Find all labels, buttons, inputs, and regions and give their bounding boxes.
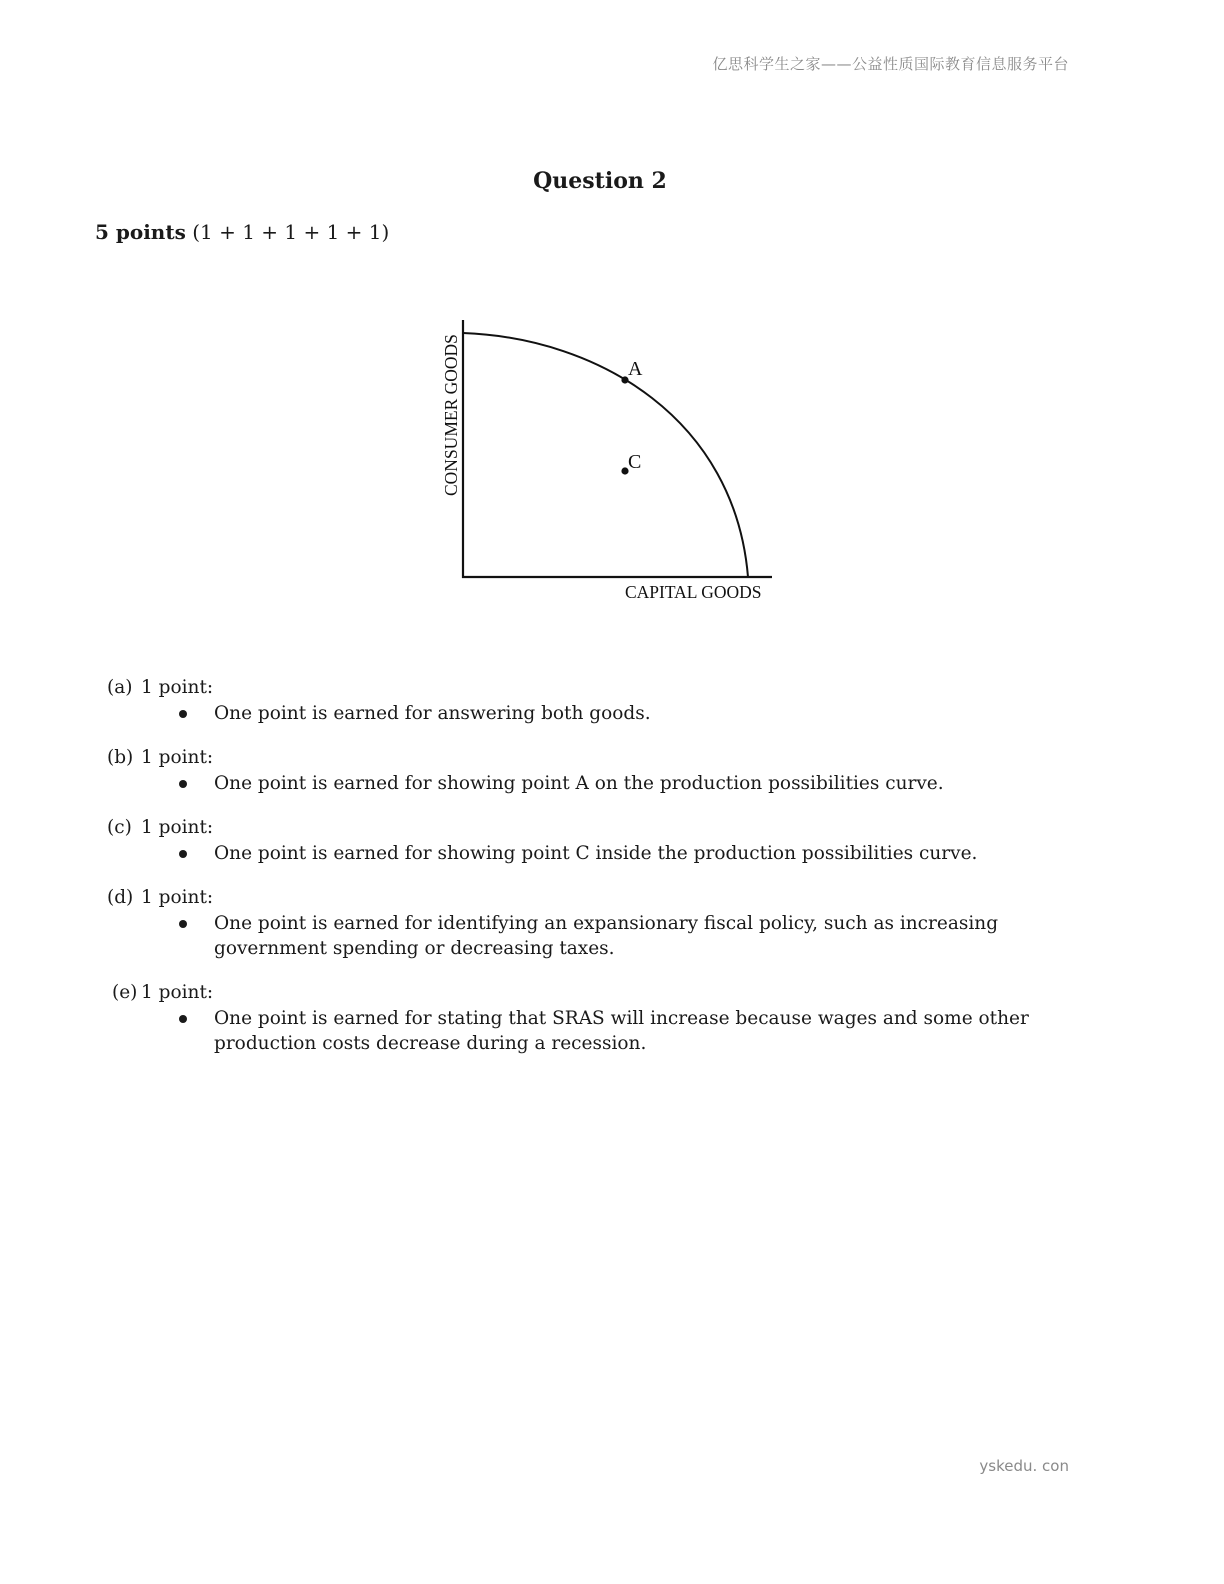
part-d-heading (107, 885, 1224, 911)
part-c-label: (c) (107, 817, 132, 838)
part-c-bullet: One point is earned for showing point C inside the production possibilities curve. (214, 841, 1044, 866)
part-a (0, 675, 1224, 726)
part-d-bullet: One point is earned for identifying an expansionary fiscal policy, such as increasing government spending or decreasing taxes. (214, 911, 1044, 961)
part-e-points: 1 point: (141, 982, 214, 1003)
y-axis-label: CONSUMER GOODS (441, 334, 461, 496)
footer-site-url: yskedu. con (979, 1457, 1069, 1475)
part-c-points: 1 point: (141, 817, 214, 838)
part-a-label: (a) (107, 677, 133, 698)
part-b-points: 1 point: (141, 747, 214, 768)
part-a-points: 1 point: (141, 677, 214, 698)
points-total: 5 points (95, 220, 186, 244)
part-b-bullet: One point is earned for showing point A on the production possibilities curve. (214, 771, 1044, 796)
header-site-name: 亿思科学生之家——公益性质国际教育信息服务平台 (712, 55, 1069, 73)
part-b-label: (b) (107, 747, 134, 768)
point-c-label: C (628, 451, 642, 473)
part-b-heading (107, 745, 1224, 771)
x-axis-label: CAPITAL GOODS (625, 582, 762, 602)
production-possibilities-curve (463, 333, 748, 577)
scoring-parts (0, 675, 1224, 1075)
point-a-label: A (628, 358, 643, 380)
part-a-bullet: One point is earned for answering both goods. (214, 701, 1044, 726)
part-e-label: (e) (112, 982, 138, 1003)
part-e (0, 980, 1224, 1056)
part-e-heading (112, 980, 1224, 1006)
part-a-heading (107, 675, 1224, 701)
question-title: Question 2 (533, 168, 667, 194)
part-b (0, 745, 1224, 796)
points-summary (95, 220, 389, 244)
ppc-diagram-svg (430, 310, 790, 610)
part-d-label: (d) (107, 887, 134, 908)
part-c-heading (107, 815, 1224, 841)
part-d (0, 885, 1224, 961)
ppc-diagram (430, 310, 790, 610)
points-breakdown: (1 + 1 + 1 + 1 + 1) (192, 220, 390, 244)
part-d-points: 1 point: (141, 887, 214, 908)
part-e-bullet: One point is earned for stating that SRAS will increase because wages and some other production costs decrease during a recession. (214, 1006, 1044, 1056)
part-c (0, 815, 1224, 866)
